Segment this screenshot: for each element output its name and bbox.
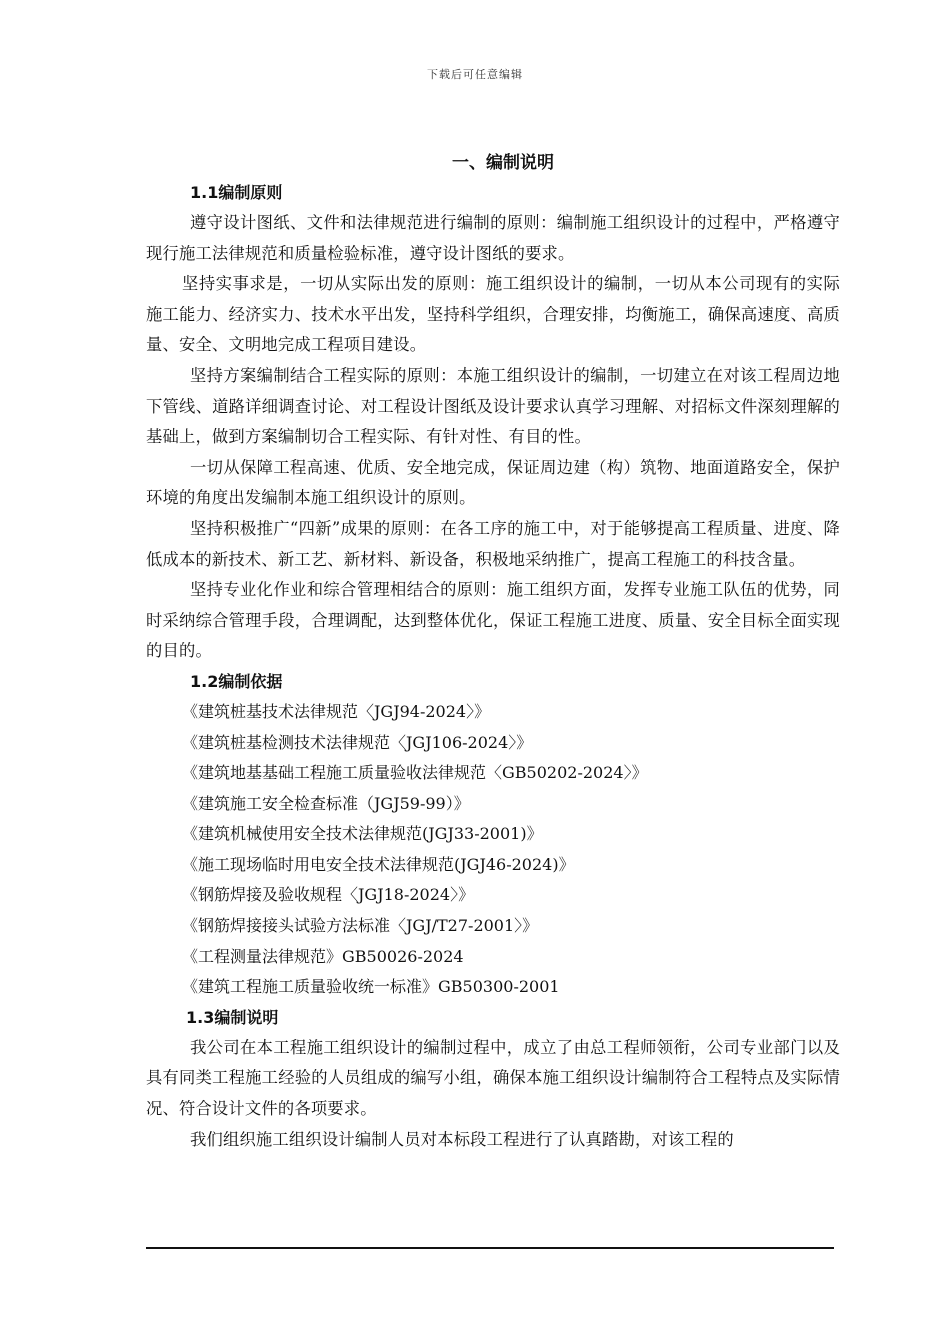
reference-item: 《工程测量法律规范》GB50026-2024 — [182, 946, 464, 966]
reference-item: 《建筑施工安全检查标准（JGJ59-99）》 — [182, 793, 470, 813]
section-heading-1-2: 1.2编制依据 — [190, 671, 283, 691]
reference-item: 《施工现场临时用电安全技术法律规范(JGJ46-2024)》 — [182, 854, 575, 874]
paragraph: 一切从保障工程高速、优质、安全地完成，保证周边建（构）筑物、地面道路安全，保护环境的角度出发编制本施工组织设计的原则。 — [146, 457, 840, 508]
document-body — [146, 148, 840, 1155]
paragraph: 我公司在本工程施工组织设计的编制过程中，成立了由总工程师领衔，公司专业部门以及具有同类工程施工经验的人员组成的编写小组，确保本施工组织设计编制符合工程特点及实际情况、符合设计文件的各项要求。 — [146, 1037, 840, 1119]
paragraph: 我们组织施工组织设计编制人员对本标段工程进行了认真踏勘，对该工程的 — [190, 1129, 734, 1149]
section-heading-1-3: 1.3编制说明 — [186, 1007, 279, 1027]
paragraph: 遵守设计图纸、文件和法律规范进行编制的原则：编制施工组织设计的过程中，严格遵守现行施工法律规范和质量检验标准，遵守设计图纸的要求。 — [146, 213, 840, 263]
paragraph: 坚持实事求是，一切从实际出发的原则：施工组织设计的编制，一切从本公司现有的实际施工能力、经济实力、技术水平出发，坚持科学组织，合理安排，均衡施工，确保高速度、高质量、安全、文明地完成工程项目建设。 — [146, 274, 840, 355]
reference-item: 《建筑地基基础工程施工质量验收法律规范〈GB50202-2024〉》 — [182, 763, 648, 783]
reference-item: 《钢筋焊接接头试验方法标准〈JGJ/T27-2001〉》 — [182, 916, 539, 936]
reference-item: 《建筑工程施工质量验收统一标准》GB50300-2001 — [182, 977, 560, 997]
footer-rule — [146, 1247, 834, 1249]
paragraph: 坚持积极推广“四新”成果的原则：在各工序的施工中，对于能够提高工程质量、进度、降低成本的新技术、新工艺、新材料、新设备，积极地采纳推广，提高工程施工的科技含量。 — [146, 518, 840, 569]
paragraph: 坚持方案编制结合工程实际的原则：本施工组织设计的编制，一切建立在对该工程周边地下管线、道路详细调查讨论、对工程设计图纸及设计要求认真学习理解、对招标文件深刻理解的基础上，做到方案编制切合工程实际、有针对性、有目的性。 — [146, 365, 840, 447]
reference-list — [146, 697, 840, 1003]
reference-item: 《钢筋焊接及验收规程〈JGJ18-2024〉》 — [182, 885, 475, 905]
paragraph: 坚持专业化作业和综合管理相结合的原则：施工组织方面，发挥专业施工队伍的优势，同时采纳综合管理手段，合理调配，达到整体优化，保证工程施工进度、质量、安全目标全面实现的目的。 — [146, 580, 840, 661]
reference-item: 《建筑机械使用安全技术法律规范(JGJ33-2001)》 — [182, 824, 543, 844]
document-title: 一、编制说明 — [452, 153, 554, 173]
page-header: 下载后可任意编辑 — [427, 68, 523, 81]
reference-item: 《建筑桩基技术法律规范〈JGJ94-2024〉》 — [182, 701, 491, 721]
section-heading-1-1: 1.1编制原则 — [190, 183, 283, 202]
reference-item: 《建筑桩基检测技术法律规范〈JGJ106-2024〉》 — [182, 732, 533, 752]
